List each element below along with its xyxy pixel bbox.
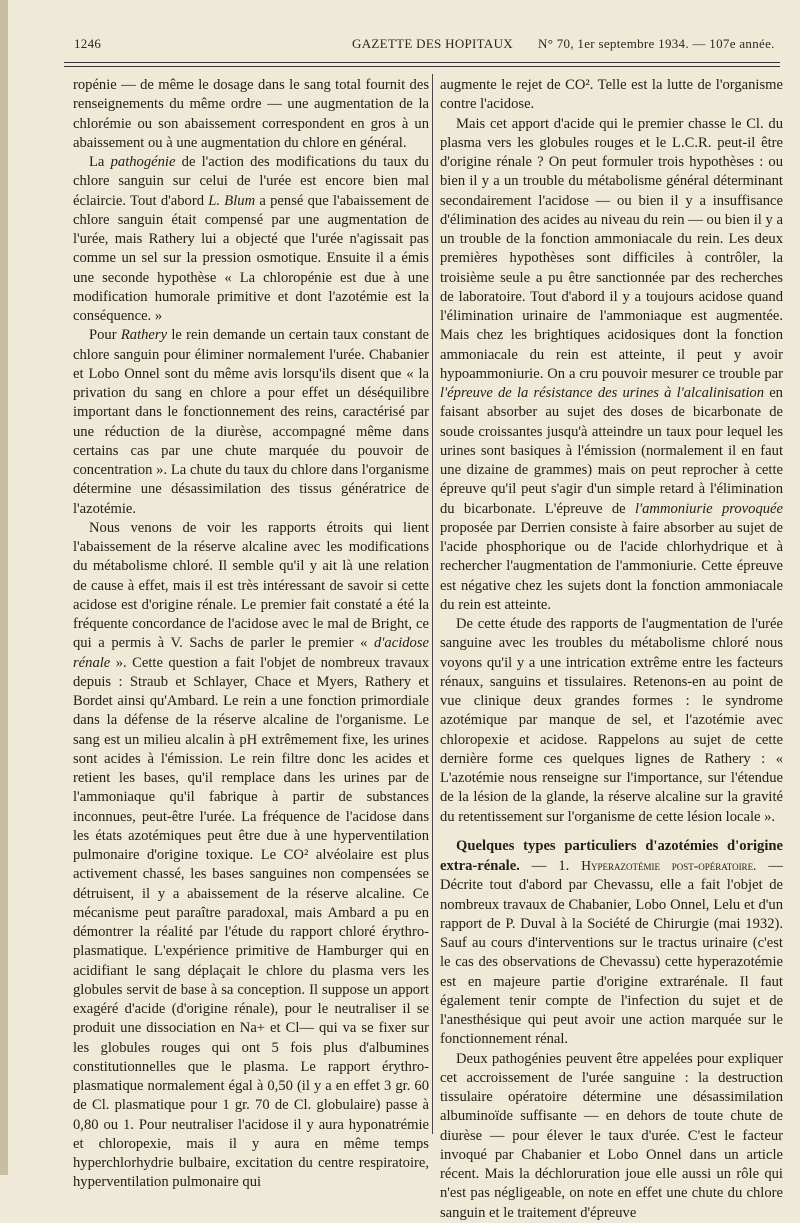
- issue-info: N° 70, 1er septembre 1934. — 107e année.: [538, 36, 775, 51]
- text-run: Pour: [89, 327, 121, 344]
- paragraph: [440, 115, 783, 616]
- header-rule: [64, 62, 780, 63]
- paragraph: ropénie — de même le dosage dans le sang total fournit des renseignements du même ordre — une augmentation de la chlorémie ou son abaissement correspondent en gros à un abaissement ou à une augmentation du chlore en général.: [73, 77, 429, 151]
- text-run: de l'action des modifications du taux du chlore sanguin sur celui de l'urée est encore bien mal éclaircie. Tout d'abord: [73, 154, 429, 209]
- page-edge: [0, 0, 8, 1175]
- italic-author: L. Blum: [208, 192, 256, 209]
- text-run: en faisant absorber au sujet des doses de bicarbonate de soude croissantes jusqu'à atteindre un taux pour lequel les urines sont basiques à l'émission (normalement il en faut une dizaine de grammes) mais on peut reprocher à cette épreuve qu'il peut s'agir d'un simple retard à l'élimination du bicarbonate. L'épreuve de: [440, 385, 783, 517]
- page-number: 1246: [74, 36, 102, 51]
- column-separator: [432, 74, 433, 1134]
- left-column: [73, 76, 429, 1193]
- paragraph: [73, 326, 429, 519]
- subsection-heading: Hyperazotémie post-opératoire.: [581, 858, 757, 873]
- paragraph: Deux pathogénies peuvent être appelées pour expliquer cet accroissement de l'urée sanguine : la destruction tissulaire opératoire détermine une désassimilation albuminoïde suffisante — en dehors de toute chute de diurèse — pour élever le taux d'urée. C'est le facteur invoqué par Chabanier et Lobo Onnel dans un article récent. Mais la déchloruration joue elle aussi un rôle qui n'est pas négligeable, on note en effet une chute du chlore sanguin et le traitement d'épreuve: [440, 1050, 783, 1221]
- text-run: proposée par Derrien consiste à faire absorber au sujet de l'acide phosphorique ou de l'acide chlorhydrique et à rechercher l'augmentation de l'ammoniurie. Cette épreuve est négative chez les sujets dont la fonction ammoniacale du rein est atteinte.: [440, 519, 783, 613]
- running-head: [74, 36, 778, 56]
- text-run: le rein demande un certain taux constant de chlore sanguin pour éliminer normalement l'urée. Chabanier et Lobo Onnel sont du même avis lorsqu'ils disent que « la privation du sang en chlore a pour effet un déséquilibre important dans le fonctionnement des reins, caractérisé par une réduction de la diurèse, accompagné même dans certains cas par une chute marquée du pouvoir de concentration ». La chute du taux du chlore dans l'organisme détermine une désassimilation des tissus génératrice de l'azotémie.: [73, 327, 429, 517]
- right-column: [440, 76, 783, 1223]
- text-run: Nous venons de voir les rapports étroits qui lient l'abaissement de la réserve alcaline avec les modifications du métabolisme chloré. Il semble qu'il y ait là une relation de cause à effet, mais il est très intéressant de savoir si cette acidose est d'origine rénale. Le premier fait constaté a été la fréquente concordance de l'acidose avec le mal de Bright, ce qui a permis à V. Sachs de parler le premier «: [73, 519, 429, 652]
- paragraph: [73, 153, 429, 326]
- paragraph: De cette étude des rapports de l'augmentation de l'urée sanguine avec les troubles du métabolisme chloré nous voyons qu'il y a une intrication extrême entre les facteurs rénaux, sanguins et tissulaires. Retenons-en au point de vue clinique deux grandes formes : le syndrome azotémique par manque de sel, et l'azotémie avec chloropexie et acidose. Rappelons au sujet de cette dernière forme ces quelques lignes de Rathery : « L'azotémie nous renseigne sur l'importance, sur l'étendue de la lésion de la glande, la réserve alcaline sur la gravité du retentissement sur l'organisme de cette lésion locale ».: [440, 616, 783, 825]
- paragraph: [73, 519, 429, 1193]
- text-run: ». Cette question a fait l'objet de nombreux travaux depuis : Straub et Schlayer, Chace et Myers, Rathery et Bordet ainsi qu'Ambard. Le rein a une fonction primordiale dans la défense de la réserve alcaline de l'organisme. Le sang est un milieu alcalin à pH extrêmement fixe, les urines sont acides à l'émission. Le rein filtre donc les acides et retient les bases, qu'il remplace dans les urines par de l'ammoniaque qu'il fabrique à partir de substances inconnues, peut-être l'urée. La fréquence de l'acidose dans les états azotémiques peut être due à une hyperventilation pulmonaire d'origine toxique. Le CO² alvéolaire est plus activement chassé, les bases sanguines non compensées se détruisent, il y a abaissement de la réserve alcaline. Ce mécanisme peut paraître paradoxal, mais Ambard a pu en démontrer la réalité par l'étude du rapport chloré érythro-plasmatique. L'expérience primitive de Hamburger qui en acidifiant le sang déplaçait le chlore du plasma vers les globules servit de base à sa conception. Il suppose un apport exagéré d'acide (d'origine rénale), pour le neutraliser il se produit une dissociation en Na+ et Cl— qui va se fixer sur les globules rouges qui ont 5 fois plus d'albumines constitutionnelles que le plasma. Le rapport érythro-plasmatique normalement égal à 0,50 (il y a en effet 3 gr. 60 de Cl. plasmatique pour 1 gr. 70 de Cl. globulaire) passe à 0,80 ou 1. Pour neutraliser l'acidose il y aura hyponatrémie et chloropexie, mais il y aura en même temps hyperchlorhydrie bulbaire, excitation du centre respiratoire, hyperventilation pulmonaire qui: [73, 654, 429, 1191]
- italic-term: d'acidose rénale: [73, 635, 429, 671]
- italic-author: Rathery: [120, 327, 168, 344]
- italic-term: l'épreuve de la résistance des urines à l'alcalinisation: [440, 385, 765, 401]
- text-run: Mais cet apport d'acide qui le premier chasse le Cl. du plasma vers les globules rouges et le L.C.R. peut-il être d'origine rénale ? On peut formuler trois hypothèses : ou bien il y a un trouble du métabolisme général déterminant secondairement l'acidose — ou bien il y a insuffisance d'élimination des acides au niveau du rein — ou bien il y a un trouble de la fonction ammoniacale du rein. Les deux premières hypothèses sont difficiles à contrôler, la troisième seule a pu être sanctionnée par des recherches de laboratoire. Tout d'abord il y a toujours acidose quand l'élimination urinaire de l'ammoniaque est augmentée. Mais chez les brightiques acidosiques dont la fonction ammoniacale du rein est atteinte, il peut y avoir hypoammoniurie. On a cru pouvoir mesurer ce trouble par: [440, 115, 783, 382]
- section-paragraph: [440, 837, 783, 1050]
- section-heading: Quelques types particuliers d'azotémies d'origine extra-rénale.: [440, 837, 783, 874]
- italic-term: pathogénie: [110, 154, 176, 170]
- text-run: La: [89, 154, 111, 170]
- section-number: — 1.: [519, 858, 582, 874]
- text-run: a pensé que l'abaissement de chlore sanguin était compensé par une augmentation de l'urée, mais Rathery lui a objecté que l'urée n'agissait pas comme un sel sur la pression osmotique. Ensuite il a émis une seconde hypothèse « La chloropénie est due à une modification humorale primitive et dont l'azotémie est la conséquence. »: [73, 192, 429, 324]
- journal-title: GAZETTE DES HOPITAUX: [352, 36, 513, 51]
- italic-term: l'ammoniurie provoquée: [634, 500, 783, 517]
- text-run: — Décrite tout d'abord par Chevassu, elle a fait l'objet de nombreux travaux de Chabanier, Lobo Onnel, Lelu et d'un rapport de P. Duval à la Société de Chirurgie (mai 1932). Sauf au cours d'interventions sur le tractus urinaire (c'est le cas des observations de Chevassu) cette hyperazotémie est en majeure partie d'origine extrarénale. Il faut également tenir compte de l'infection du sujet et de l'anesthésique qui peut avoir une action marquée sur le fonctionnement rénal.: [440, 858, 783, 1048]
- header-rule-thin: [64, 66, 780, 67]
- paragraph: augmente le rejet de CO². Telle est la lutte de l'organisme contre l'acidose.: [440, 77, 783, 113]
